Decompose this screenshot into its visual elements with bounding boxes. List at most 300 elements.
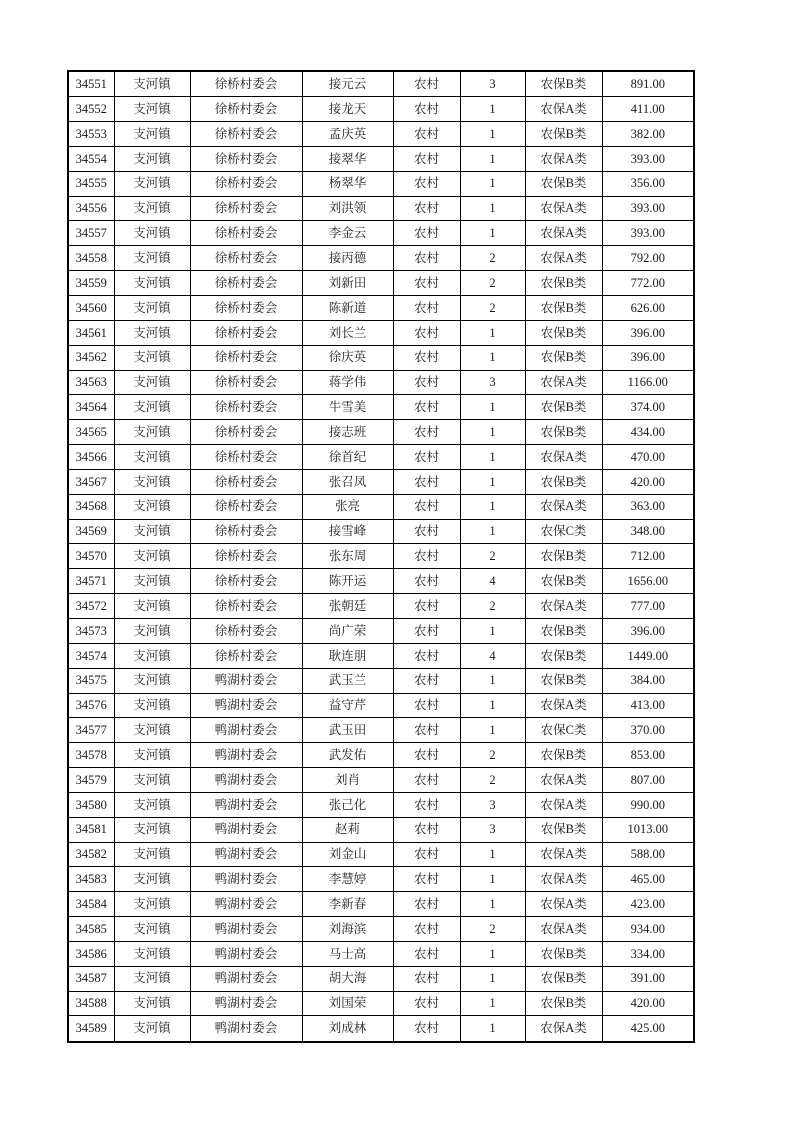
cell-village-committee: 鸭湖村委会 — [190, 668, 302, 693]
cell-town: 支河镇 — [114, 842, 190, 867]
cell-village-committee: 徐桥村委会 — [190, 146, 302, 171]
cell-amount: 396.00 — [602, 320, 694, 345]
cell-village-committee: 徐桥村委会 — [190, 296, 302, 321]
cell-village-committee: 徐桥村委会 — [190, 395, 302, 420]
cell-village-committee: 鸭湖村委会 — [190, 768, 302, 793]
cell-town: 支河镇 — [114, 469, 190, 494]
cell-person-count: 1 — [460, 395, 525, 420]
cell-person-name: 李新春 — [302, 892, 393, 917]
cell-person-name: 武玉兰 — [302, 668, 393, 693]
cell-amount: 396.00 — [602, 345, 694, 370]
cell-insurance-class: 农保B类 — [525, 271, 602, 296]
cell-village-committee: 徐桥村委会 — [190, 569, 302, 594]
cell-amount: 1656.00 — [602, 569, 694, 594]
cell-village-committee: 鸭湖村委会 — [190, 991, 302, 1016]
cell-serial-number: 34580 — [68, 792, 114, 817]
cell-town: 支河镇 — [114, 643, 190, 668]
table-row — [68, 768, 694, 793]
cell-person-name: 接龙天 — [302, 97, 393, 122]
table-row — [68, 917, 694, 942]
table-row — [68, 991, 694, 1016]
cell-village-committee: 鸭湖村委会 — [190, 842, 302, 867]
cell-person-name: 接雪峰 — [302, 519, 393, 544]
table-row — [68, 296, 694, 321]
cell-town: 支河镇 — [114, 171, 190, 196]
cell-village-committee: 徐桥村委会 — [190, 122, 302, 147]
cell-serial-number: 34565 — [68, 420, 114, 445]
cell-amount: 792.00 — [602, 246, 694, 271]
table-row — [68, 345, 694, 370]
table-row — [68, 71, 694, 97]
cell-village-committee: 徐桥村委会 — [190, 370, 302, 395]
cell-serial-number: 34579 — [68, 768, 114, 793]
cell-town: 支河镇 — [114, 668, 190, 693]
cell-village-committee: 鸭湖村委会 — [190, 966, 302, 991]
cell-person-name: 益守芹 — [302, 693, 393, 718]
cell-insurance-class: 农保A类 — [525, 768, 602, 793]
cell-serial-number: 34572 — [68, 594, 114, 619]
cell-insurance-class: 农保A类 — [525, 842, 602, 867]
cell-town: 支河镇 — [114, 296, 190, 321]
cell-insurance-class: 农保B类 — [525, 71, 602, 97]
cell-village-committee: 徐桥村委会 — [190, 618, 302, 643]
cell-village-committee: 鸭湖村委会 — [190, 892, 302, 917]
table-row — [68, 494, 694, 519]
table-row — [68, 643, 694, 668]
cell-serial-number: 34583 — [68, 867, 114, 892]
cell-town: 支河镇 — [114, 544, 190, 569]
cell-person-count: 1 — [460, 892, 525, 917]
cell-residence-type: 农村 — [393, 246, 460, 271]
cell-person-count: 3 — [460, 792, 525, 817]
cell-person-count: 1 — [460, 320, 525, 345]
cell-village-committee: 徐桥村委会 — [190, 320, 302, 345]
cell-serial-number: 34587 — [68, 966, 114, 991]
cell-insurance-class: 农保A类 — [525, 494, 602, 519]
cell-insurance-class: 农保A类 — [525, 917, 602, 942]
cell-amount: 420.00 — [602, 991, 694, 1016]
cell-serial-number: 34581 — [68, 817, 114, 842]
table-row — [68, 97, 694, 122]
cell-town: 支河镇 — [114, 146, 190, 171]
cell-residence-type: 农村 — [393, 345, 460, 370]
cell-town: 支河镇 — [114, 594, 190, 619]
cell-insurance-class: 农保A类 — [525, 693, 602, 718]
cell-serial-number: 34562 — [68, 345, 114, 370]
cell-person-count: 1 — [460, 618, 525, 643]
cell-residence-type: 农村 — [393, 296, 460, 321]
cell-person-count: 1 — [460, 1016, 525, 1042]
cell-serial-number: 34552 — [68, 97, 114, 122]
cell-town: 支河镇 — [114, 718, 190, 743]
cell-person-count: 1 — [460, 966, 525, 991]
cell-insurance-class: 农保C类 — [525, 718, 602, 743]
cell-amount: 434.00 — [602, 420, 694, 445]
cell-amount: 393.00 — [602, 196, 694, 221]
cell-person-count: 2 — [460, 544, 525, 569]
cell-person-count: 1 — [460, 345, 525, 370]
cell-person-count: 1 — [460, 867, 525, 892]
table-body — [68, 71, 694, 1042]
table-row — [68, 668, 694, 693]
cell-person-count: 1 — [460, 668, 525, 693]
table-row — [68, 370, 694, 395]
table-row — [68, 246, 694, 271]
table-row — [68, 544, 694, 569]
cell-amount: 626.00 — [602, 296, 694, 321]
cell-amount: 423.00 — [602, 892, 694, 917]
cell-person-count: 2 — [460, 768, 525, 793]
cell-residence-type: 农村 — [393, 420, 460, 445]
cell-town: 支河镇 — [114, 768, 190, 793]
cell-residence-type: 农村 — [393, 171, 460, 196]
cell-person-count: 1 — [460, 445, 525, 470]
cell-serial-number: 34589 — [68, 1016, 114, 1042]
table-row — [68, 271, 694, 296]
cell-serial-number: 34556 — [68, 196, 114, 221]
cell-amount: 374.00 — [602, 395, 694, 420]
cell-person-name: 胡大海 — [302, 966, 393, 991]
cell-person-count: 1 — [460, 693, 525, 718]
cell-amount: 370.00 — [602, 718, 694, 743]
cell-insurance-class: 农保B类 — [525, 966, 602, 991]
cell-person-count: 1 — [460, 122, 525, 147]
cell-person-count: 3 — [460, 817, 525, 842]
table-row — [68, 594, 694, 619]
cell-amount: 1166.00 — [602, 370, 694, 395]
table-row — [68, 122, 694, 147]
cell-person-name: 马士高 — [302, 941, 393, 966]
cell-insurance-class: 农保B类 — [525, 817, 602, 842]
cell-town: 支河镇 — [114, 370, 190, 395]
cell-village-committee: 徐桥村委会 — [190, 246, 302, 271]
cell-serial-number: 34577 — [68, 718, 114, 743]
cell-person-name: 蒋学伟 — [302, 370, 393, 395]
cell-town: 支河镇 — [114, 494, 190, 519]
cell-town: 支河镇 — [114, 693, 190, 718]
cell-person-count: 1 — [460, 494, 525, 519]
cell-insurance-class: 农保B类 — [525, 171, 602, 196]
cell-amount: 393.00 — [602, 221, 694, 246]
cell-insurance-class: 农保B类 — [525, 122, 602, 147]
cell-residence-type: 农村 — [393, 469, 460, 494]
cell-person-name: 接丙德 — [302, 246, 393, 271]
cell-amount: 1013.00 — [602, 817, 694, 842]
cell-amount: 588.00 — [602, 842, 694, 867]
cell-residence-type: 农村 — [393, 718, 460, 743]
cell-serial-number: 34575 — [68, 668, 114, 693]
cell-person-count: 1 — [460, 718, 525, 743]
cell-town: 支河镇 — [114, 966, 190, 991]
cell-amount: 382.00 — [602, 122, 694, 147]
cell-person-name: 徐庆英 — [302, 345, 393, 370]
cell-amount: 772.00 — [602, 271, 694, 296]
cell-village-committee: 鸭湖村委会 — [190, 941, 302, 966]
cell-serial-number: 34570 — [68, 544, 114, 569]
table-row — [68, 395, 694, 420]
cell-residence-type: 农村 — [393, 146, 460, 171]
cell-residence-type: 农村 — [393, 917, 460, 942]
cell-serial-number: 34588 — [68, 991, 114, 1016]
cell-village-committee: 徐桥村委会 — [190, 544, 302, 569]
cell-person-name: 陈新道 — [302, 296, 393, 321]
cell-town: 支河镇 — [114, 97, 190, 122]
table-row — [68, 196, 694, 221]
cell-residence-type: 农村 — [393, 569, 460, 594]
cell-residence-type: 农村 — [393, 395, 460, 420]
cell-person-count: 1 — [460, 146, 525, 171]
cell-person-name: 孟庆英 — [302, 122, 393, 147]
table-row — [68, 867, 694, 892]
cell-person-name: 张东周 — [302, 544, 393, 569]
table-row — [68, 966, 694, 991]
cell-person-name: 徐首纪 — [302, 445, 393, 470]
cell-village-committee: 徐桥村委会 — [190, 221, 302, 246]
cell-town: 支河镇 — [114, 569, 190, 594]
cell-person-name: 张召凤 — [302, 469, 393, 494]
cell-serial-number: 34571 — [68, 569, 114, 594]
cell-town: 支河镇 — [114, 941, 190, 966]
cell-town: 支河镇 — [114, 420, 190, 445]
cell-insurance-class: 农保A类 — [525, 196, 602, 221]
cell-residence-type: 农村 — [393, 991, 460, 1016]
cell-town: 支河镇 — [114, 271, 190, 296]
cell-person-count: 2 — [460, 246, 525, 271]
cell-insurance-class: 农保B类 — [525, 345, 602, 370]
cell-insurance-class: 农保B类 — [525, 643, 602, 668]
cell-amount: 356.00 — [602, 171, 694, 196]
cell-insurance-class: 农保B类 — [525, 743, 602, 768]
table-row — [68, 743, 694, 768]
cell-residence-type: 农村 — [393, 271, 460, 296]
cell-insurance-class: 农保B类 — [525, 420, 602, 445]
cell-amount: 712.00 — [602, 544, 694, 569]
cell-person-count: 2 — [460, 296, 525, 321]
cell-person-name: 刘新田 — [302, 271, 393, 296]
cell-person-count: 1 — [460, 221, 525, 246]
table-row — [68, 469, 694, 494]
cell-residence-type: 农村 — [393, 494, 460, 519]
cell-amount: 348.00 — [602, 519, 694, 544]
cell-residence-type: 农村 — [393, 966, 460, 991]
cell-residence-type: 农村 — [393, 867, 460, 892]
cell-person-count: 1 — [460, 519, 525, 544]
table-row — [68, 1016, 694, 1042]
cell-serial-number: 34582 — [68, 842, 114, 867]
cell-serial-number: 34567 — [68, 469, 114, 494]
cell-person-count: 2 — [460, 743, 525, 768]
cell-residence-type: 农村 — [393, 892, 460, 917]
table-row — [68, 420, 694, 445]
cell-serial-number: 34568 — [68, 494, 114, 519]
table-row — [68, 171, 694, 196]
cell-person-name: 陈开运 — [302, 569, 393, 594]
table-row — [68, 941, 694, 966]
cell-residence-type: 农村 — [393, 544, 460, 569]
cell-insurance-class: 农保A类 — [525, 246, 602, 271]
cell-person-name: 接翠华 — [302, 146, 393, 171]
cell-serial-number: 34569 — [68, 519, 114, 544]
cell-town: 支河镇 — [114, 71, 190, 97]
cell-serial-number: 34563 — [68, 370, 114, 395]
cell-residence-type: 农村 — [393, 941, 460, 966]
cell-town: 支河镇 — [114, 196, 190, 221]
cell-town: 支河镇 — [114, 1016, 190, 1042]
cell-town: 支河镇 — [114, 221, 190, 246]
cell-town: 支河镇 — [114, 618, 190, 643]
cell-town: 支河镇 — [114, 246, 190, 271]
table-row — [68, 146, 694, 171]
cell-residence-type: 农村 — [393, 817, 460, 842]
cell-town: 支河镇 — [114, 817, 190, 842]
table-row — [68, 618, 694, 643]
cell-person-name: 李慧婷 — [302, 867, 393, 892]
cell-amount: 807.00 — [602, 768, 694, 793]
table-row — [68, 842, 694, 867]
cell-person-count: 1 — [460, 97, 525, 122]
cell-person-count: 1 — [460, 420, 525, 445]
cell-person-name: 刘洪领 — [302, 196, 393, 221]
cell-town: 支河镇 — [114, 743, 190, 768]
cell-person-name: 杨翠华 — [302, 171, 393, 196]
table-row — [68, 718, 694, 743]
cell-person-name: 赵莉 — [302, 817, 393, 842]
cell-residence-type: 农村 — [393, 643, 460, 668]
cell-amount: 425.00 — [602, 1016, 694, 1042]
cell-town: 支河镇 — [114, 320, 190, 345]
cell-village-committee: 徐桥村委会 — [190, 71, 302, 97]
cell-serial-number: 34560 — [68, 296, 114, 321]
cell-serial-number: 34554 — [68, 146, 114, 171]
cell-town: 支河镇 — [114, 395, 190, 420]
cell-amount: 853.00 — [602, 743, 694, 768]
cell-insurance-class: 农保A类 — [525, 445, 602, 470]
cell-town: 支河镇 — [114, 991, 190, 1016]
cell-insurance-class: 农保B类 — [525, 320, 602, 345]
cell-village-committee: 徐桥村委会 — [190, 420, 302, 445]
cell-amount: 384.00 — [602, 668, 694, 693]
cell-amount: 391.00 — [602, 966, 694, 991]
cell-person-name: 接元云 — [302, 71, 393, 97]
cell-person-count: 2 — [460, 594, 525, 619]
table-row — [68, 320, 694, 345]
cell-residence-type: 农村 — [393, 221, 460, 246]
cell-town: 支河镇 — [114, 122, 190, 147]
cell-village-committee: 鸭湖村委会 — [190, 693, 302, 718]
cell-person-name: 刘国荣 — [302, 991, 393, 1016]
cell-insurance-class: 农保B类 — [525, 569, 602, 594]
cell-person-count: 1 — [460, 941, 525, 966]
cell-serial-number: 34585 — [68, 917, 114, 942]
cell-town: 支河镇 — [114, 892, 190, 917]
cell-serial-number: 34561 — [68, 320, 114, 345]
cell-serial-number: 34564 — [68, 395, 114, 420]
table-row — [68, 569, 694, 594]
cell-village-committee: 徐桥村委会 — [190, 271, 302, 296]
table-row — [68, 817, 694, 842]
cell-person-name: 尚广荣 — [302, 618, 393, 643]
cell-residence-type: 农村 — [393, 71, 460, 97]
cell-village-committee: 徐桥村委会 — [190, 445, 302, 470]
cell-amount: 363.00 — [602, 494, 694, 519]
cell-serial-number: 34586 — [68, 941, 114, 966]
cell-person-name: 牛雪美 — [302, 395, 393, 420]
cell-residence-type: 农村 — [393, 668, 460, 693]
cell-insurance-class: 农保A类 — [525, 146, 602, 171]
cell-insurance-class: 农保B类 — [525, 941, 602, 966]
cell-person-count: 1 — [460, 196, 525, 221]
cell-insurance-class: 农保A类 — [525, 370, 602, 395]
cell-serial-number: 34558 — [68, 246, 114, 271]
cell-insurance-class: 农保B类 — [525, 296, 602, 321]
cell-residence-type: 农村 — [393, 1016, 460, 1042]
cell-person-name: 刘海滨 — [302, 917, 393, 942]
cell-serial-number: 34557 — [68, 221, 114, 246]
cell-residence-type: 农村 — [393, 445, 460, 470]
cell-serial-number: 34551 — [68, 71, 114, 97]
cell-town: 支河镇 — [114, 867, 190, 892]
cell-person-name: 武发佑 — [302, 743, 393, 768]
cell-person-name: 武玉田 — [302, 718, 393, 743]
cell-village-committee: 徐桥村委会 — [190, 594, 302, 619]
cell-insurance-class: 农保A类 — [525, 792, 602, 817]
cell-village-committee: 徐桥村委会 — [190, 519, 302, 544]
cell-residence-type: 农村 — [393, 519, 460, 544]
cell-serial-number: 34574 — [68, 643, 114, 668]
cell-amount: 396.00 — [602, 618, 694, 643]
cell-serial-number: 34584 — [68, 892, 114, 917]
cell-amount: 934.00 — [602, 917, 694, 942]
cell-village-committee: 徐桥村委会 — [190, 97, 302, 122]
cell-village-committee: 徐桥村委会 — [190, 643, 302, 668]
cell-person-count: 3 — [460, 71, 525, 97]
cell-serial-number: 34555 — [68, 171, 114, 196]
cell-insurance-class: 农保B类 — [525, 618, 602, 643]
cell-village-committee: 鸭湖村委会 — [190, 743, 302, 768]
cell-insurance-class: 农保A类 — [525, 221, 602, 246]
cell-village-committee: 鸭湖村委会 — [190, 1016, 302, 1042]
table-row — [68, 892, 694, 917]
cell-insurance-class: 农保B类 — [525, 395, 602, 420]
payment-roster-table — [67, 70, 695, 1043]
cell-village-committee: 徐桥村委会 — [190, 494, 302, 519]
cell-insurance-class: 农保A类 — [525, 97, 602, 122]
cell-village-committee: 徐桥村委会 — [190, 469, 302, 494]
cell-person-name: 张亮 — [302, 494, 393, 519]
cell-village-committee: 徐桥村委会 — [190, 196, 302, 221]
cell-village-committee: 徐桥村委会 — [190, 171, 302, 196]
cell-residence-type: 农村 — [393, 370, 460, 395]
cell-amount: 1449.00 — [602, 643, 694, 668]
cell-person-name: 刘金山 — [302, 842, 393, 867]
cell-person-name: 李金云 — [302, 221, 393, 246]
cell-insurance-class: 农保B类 — [525, 991, 602, 1016]
cell-person-name: 耿连朋 — [302, 643, 393, 668]
cell-serial-number: 34559 — [68, 271, 114, 296]
cell-serial-number: 34576 — [68, 693, 114, 718]
cell-residence-type: 农村 — [393, 594, 460, 619]
cell-amount: 420.00 — [602, 469, 694, 494]
cell-residence-type: 农村 — [393, 693, 460, 718]
cell-amount: 891.00 — [602, 71, 694, 97]
cell-residence-type: 农村 — [393, 792, 460, 817]
cell-amount: 777.00 — [602, 594, 694, 619]
cell-person-name: 张朝廷 — [302, 594, 393, 619]
cell-village-committee: 鸭湖村委会 — [190, 817, 302, 842]
cell-residence-type: 农村 — [393, 97, 460, 122]
cell-town: 支河镇 — [114, 345, 190, 370]
cell-residence-type: 农村 — [393, 842, 460, 867]
